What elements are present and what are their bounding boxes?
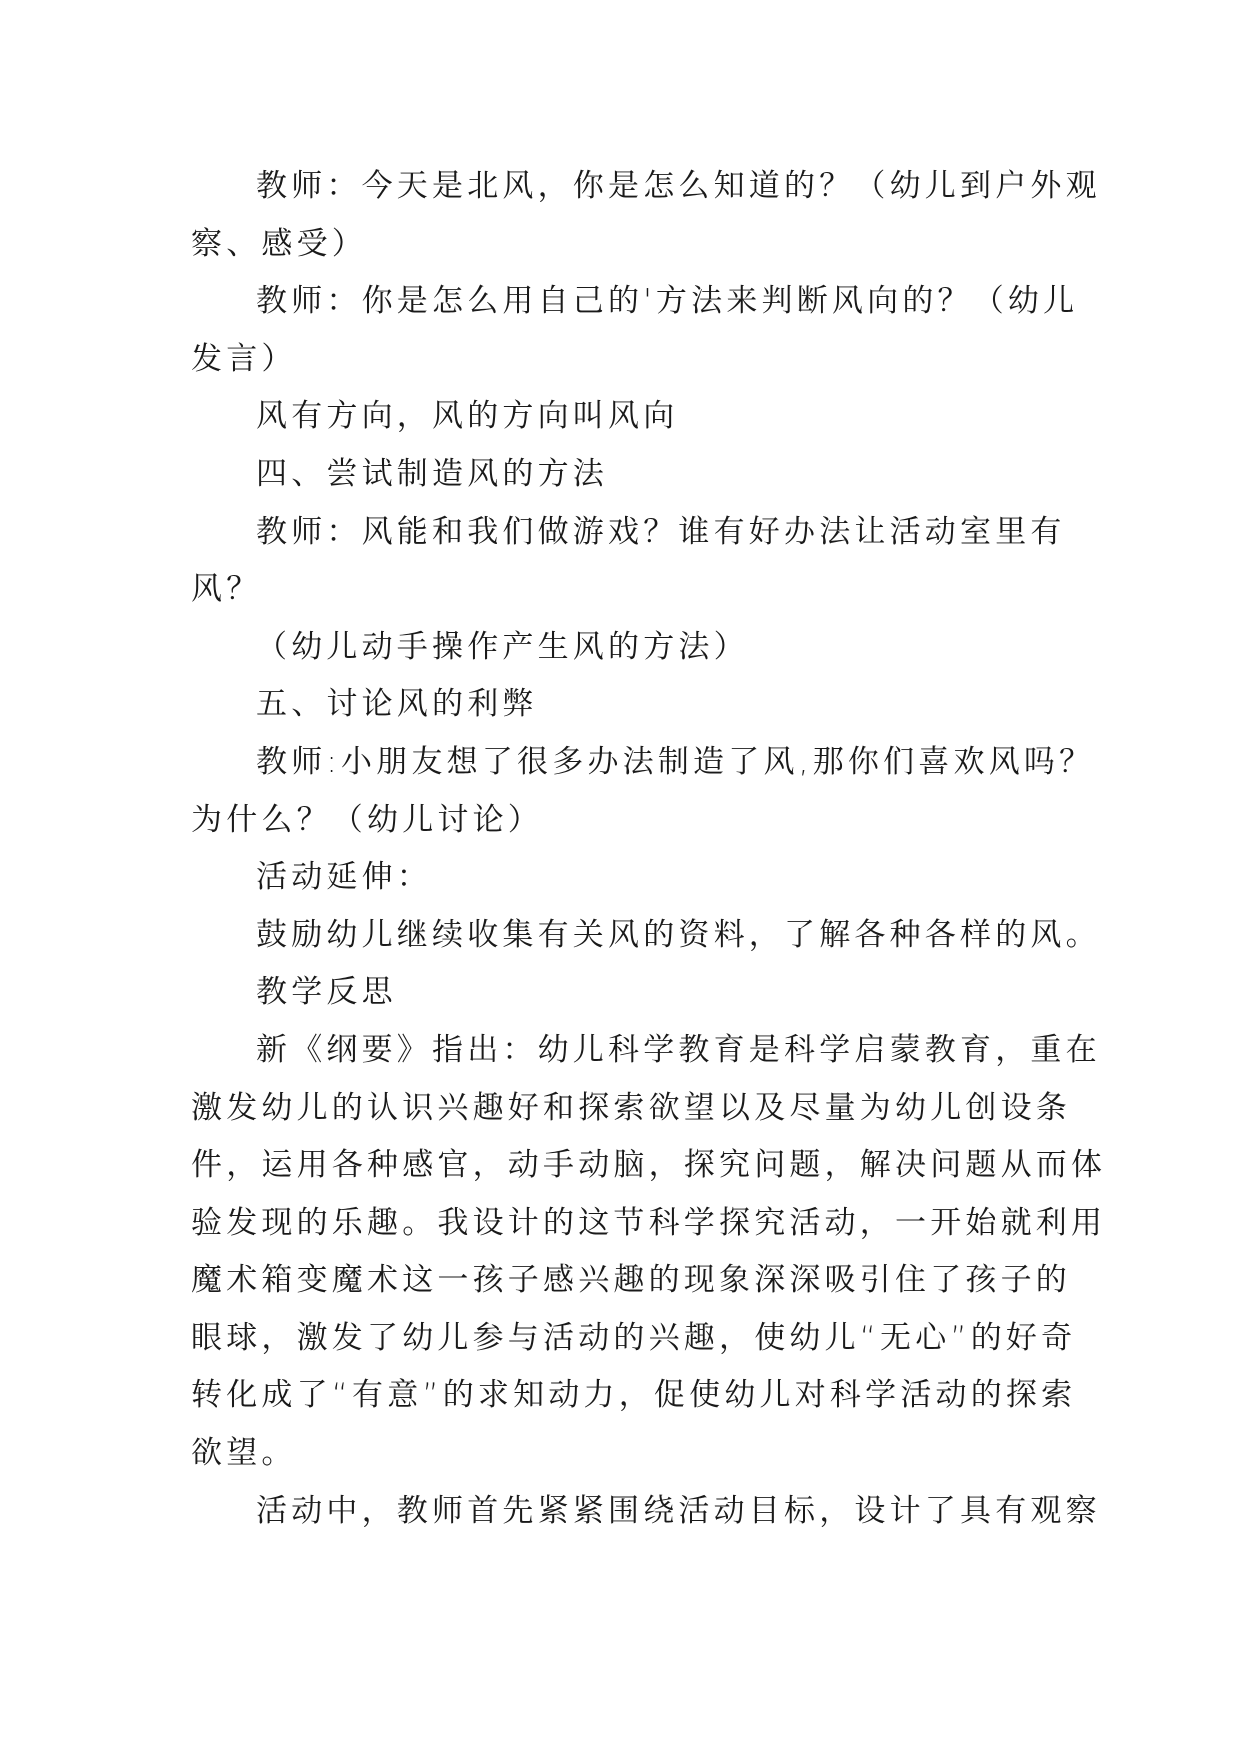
- paragraph-line: 教师:小朋友想了很多办法制造了风,那你们喜欢风吗？: [256, 743, 1095, 780]
- paragraph-line: 教师：今天是北风，你是怎么知道的？（幼儿到户外观: [256, 168, 1101, 204]
- paragraph-line: 教师：风能和我们做游戏？谁有好办法让活动室里有: [256, 513, 1066, 550]
- paragraph-line: 转化成了“有意”的求知动力，促使幼儿对科学活动的探索: [191, 1377, 1077, 1414]
- paragraph-line: 鼓励幼儿继续收集有关风的资料，了解各种各样的风。: [256, 916, 1101, 953]
- paragraph-line: 风有方向，风的方向叫风向: [256, 398, 679, 435]
- paragraph-line: 风？: [191, 571, 262, 608]
- section-heading: 五、讨论风的利弊: [256, 686, 538, 723]
- section-heading: 教学反思: [256, 974, 397, 1011]
- paragraph-line: 件，运用各种感官，动手动脑，探究问题，解决问题从而体: [191, 1147, 1107, 1184]
- paragraph-line: 活动中，教师首先紧紧围绕活动目标，设计了具有观察: [256, 1492, 1101, 1529]
- section-heading: 四、尝试制造风的方法: [256, 455, 608, 492]
- paragraph-line: 欲望。: [191, 1435, 297, 1472]
- paragraph-line: 发言）: [191, 340, 297, 377]
- paragraph-line: 为什么？（幼儿讨论）: [191, 801, 543, 838]
- section-heading: 活动延伸：: [256, 859, 432, 896]
- paragraph-line: 验发现的乐趣。我设计的这节科学探究活动，一开始就利用: [191, 1204, 1107, 1241]
- paragraph-line: （幼儿动手操作产生风的方法）: [256, 628, 749, 665]
- document-body: [191, 158, 1107, 1540]
- paragraph-line: 新《纲要》指出：幼儿科学教育是科学启蒙教育，重在: [256, 1031, 1101, 1068]
- paragraph-line: 魔术箱变魔术这一孩子感兴趣的现象深深吸引住了孩子的: [191, 1262, 1071, 1299]
- paragraph-line: 激发幼儿的认识兴趣好和探索欲望以及尽量为幼儿创设条: [191, 1089, 1071, 1126]
- paragraph-line: 教师：你是怎么用自己的'方法来判断风向的？（幼儿: [256, 283, 1079, 320]
- paragraph-line: 察、感受）: [191, 225, 367, 262]
- paragraph-line: 眼球，激发了幼儿参与活动的兴趣，使幼儿“无心”的好奇: [191, 1319, 1077, 1356]
